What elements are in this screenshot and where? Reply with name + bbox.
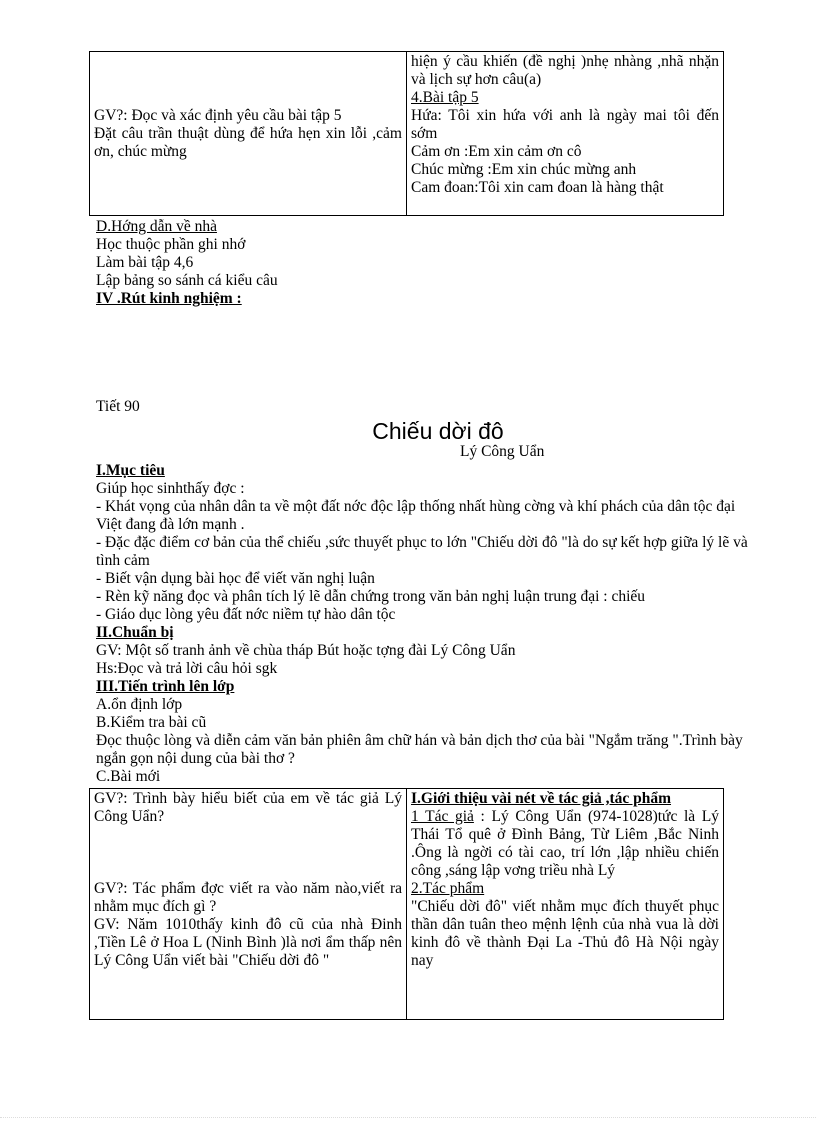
objective-item: - Biết vận dụng bài học để viết văn nghị luận <box>96 570 375 587</box>
table1-right-line: Cam đoan:Tôi xin cam đoan là hàng thật <box>411 179 664 196</box>
author-text: : Lý Công Uẩn (974-1028)tức là Lý Thái Tổ quê ở Đình Bảng, Từ Liêm ,Bắc Ninh .Ông là ngời có tài cao, trí lớn ,lập nhiều chiến công ,sáng lập vơng triều nhà Lý <box>411 808 719 879</box>
work-subheading: 2.Tác phẩm <box>411 880 485 897</box>
table1-left-line: GV?: Đọc và xác định yêu cầu bài tập 5 <box>94 107 342 124</box>
lesson-body <box>96 462 756 786</box>
author-info <box>411 808 719 880</box>
table1-right-line: Chúc mừng :Em xin chúc mừng anh <box>411 161 637 178</box>
author-subheading: 1 Tác giả <box>411 808 474 825</box>
procedure-step: C.Bài mới <box>96 768 161 785</box>
objective-item: - Giáo dục lòng yêu đất nớc niềm tự hào dân tộc <box>96 606 396 623</box>
teacher-question: GV?: Trình bày hiểu biết của em về tác giả Lý Công Uẩn? <box>94 790 402 825</box>
objective-item: - Khát vọng của nhân dân ta về một đất nớc độc lập thống nhất hùng cờng và khí phách của dân tộc đại Việt đang đà lớn mạnh . <box>96 498 736 533</box>
table1-right-cell <box>407 52 724 216</box>
lesson-table <box>89 788 724 1020</box>
teacher-question: GV?: Tác phẩm đợc viết ra vào năm nào,viết ra nhằm mục đích gì ? <box>94 880 402 915</box>
section-heading: I.Mục tiêu <box>96 462 165 479</box>
preparation-item: Hs:Đọc và trả lời câu hỏi sgk <box>96 660 278 677</box>
procedure-step: A.ổn định lớp <box>96 696 183 713</box>
lesson-title: Chiếu dời đô <box>372 418 504 444</box>
preparation-item: GV: Một số tranh ảnh về chùa tháp Bút hoặc tợng đài Lý Công Uẩn <box>96 642 516 659</box>
objective-item: - Đặc đặc điểm cơ bản của thể chiếu ,sức thuyết phục to lớn "Chiếu dời đô "là do sự kết hợp giữa lý lẽ và tình cảm <box>96 534 748 569</box>
procedure-text: Đọc thuộc lòng và diễn cảm văn bản phiên âm chữ hán và bản dịch thơ của bài "Ngắm trăng ".Trình bày ngắn gọn nội dung của bài thơ ? <box>96 732 743 767</box>
exercise-table <box>89 51 724 216</box>
table1-left-cell <box>90 52 407 216</box>
work-text: "Chiếu dời đô" viết nhằm mục đích thuyết phục thần dân tuân theo mệnh lệnh của nhà vua là dời kinh đô về thành Đại La -Thủ đô Hà Nội ngày nay <box>411 898 719 969</box>
table1-right-line: Cảm ơn :Em xin cảm ơn cô <box>411 143 582 160</box>
table1-right-line: Hứa: Tôi xin hứa với anh là ngày mai tôi đến sớm <box>411 107 719 142</box>
guide-item: Lập bảng so sánh cá kiểu câu <box>96 272 278 289</box>
homework-guide <box>96 218 278 308</box>
page-bottom-border <box>0 1117 816 1119</box>
intro-heading: I.Giới thiệu vài nét về tác giả ,tác phẩm <box>411 790 672 807</box>
table1-right-line: hiện ý cầu khiến (đề nghị )nhẹ nhàng ,nhã nhặn và lịch sự hơn câu(a) <box>411 53 719 88</box>
section-heading: II.Chuẩn bị <box>96 624 174 641</box>
table2-right-cell <box>407 789 724 1020</box>
procedure-step: B.Kiểm tra bài cũ <box>96 714 207 731</box>
lesson-author: Lý Công Uẩn <box>460 443 545 460</box>
teacher-note: GV: Năm 1010thấy kinh đô cũ của nhà Đinh ,Tiền Lê ở Hoa L (Ninh Bình )là nơi ẩm thấp nên Lý Công Uẩn viết bài "Chiếu dời đô " <box>94 916 402 969</box>
section-text: Giúp học sinhthấy đợc : <box>96 480 245 497</box>
section-heading: III.Tiến trình lên lớp <box>96 678 235 695</box>
table1-left-line: Đặt câu trần thuật dùng để hứa hẹn xin lỗi ,cảm ơn, chúc mừng <box>94 125 402 160</box>
exercise-heading: 4.Bài tập 5 <box>411 89 479 106</box>
guide-heading: D.Hớng dẫn về nhà <box>96 218 217 235</box>
lesson-number: Tiết 90 <box>96 398 140 415</box>
guide-item: Làm bài tập 4,6 <box>96 254 194 271</box>
objective-item: - Rèn kỹ năng đọc và phân tích lý lẽ dẫn chứng trong văn bản nghị luận trung đại : chiếu <box>96 588 646 605</box>
guide-item: Học thuộc phần ghi nhớ <box>96 236 246 253</box>
table2-left-cell <box>90 789 407 1020</box>
rut-kinh-nghiem-heading: IV .Rút kinh nghiệm : <box>96 290 242 307</box>
